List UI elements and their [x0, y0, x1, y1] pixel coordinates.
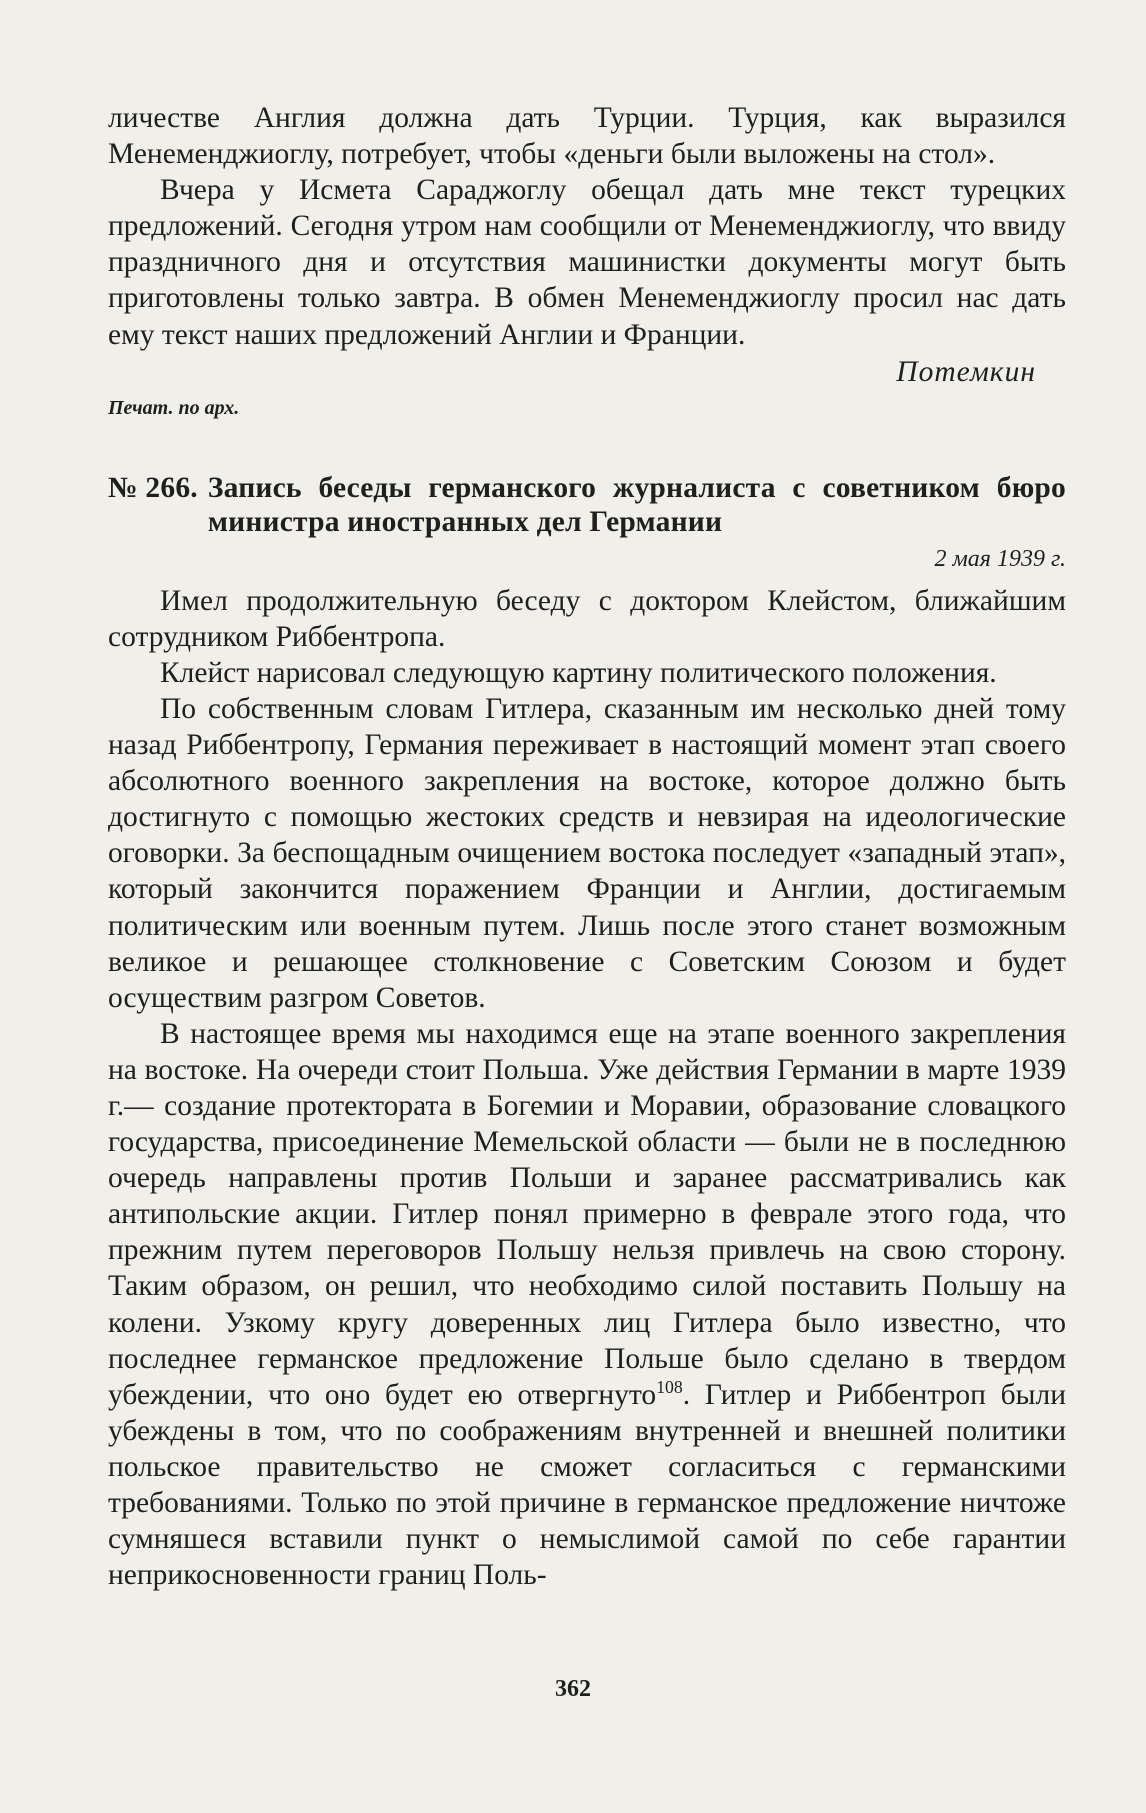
body-paragraph-3: По собственным словам Гитлера, сказанным им несколько дней тому назад Риббентропу, Германия переживает в настоящий момент этап своего абсолютного военного закрепления на востоке, которое должно быть достигнуто с помощью жестоких средств и невзирая на идеологические оговорки. За беспощадным очищением востока последует «западный этап», который закончится поражением Франции и Англии, достигаемым политическим или военным путем. Лишь после этого станет возможным великое и решающее столкновение с Советским Союзом и будет осуществим разгром Советов. — [108, 692, 1066, 1014]
opening-paragraph-2: Вчера у Исмета Сараджоглу обещал дать мне текст турецких предложений. Сегодня утром нам сообщили от Менеменджиоглу, что ввиду праздничного дня и отсутствия машинистки документы могут быть приготовлены только завтра. В обмен Менеменджиоглу просил нас дать ему текст наших предложений Англии и Франции. — [108, 174, 1066, 351]
document-number: № 266. — [108, 471, 198, 504]
opening-paragraph-1: личестве Англия должна дать Турции. Турция, как выразился Менеменджиоглу, потребует, чтобы «деньги были выложены на стол». — [108, 102, 1066, 171]
signature: Потемкин — [896, 355, 1036, 388]
document-heading — [108, 471, 1066, 539]
document-title: Запись беседы германского журналиста с советником бюро министра иностранных дел Германии — [207, 471, 1066, 538]
body-paragraph-1: Имел продолжительную беседу с доктором Клейстом, ближайшим сотрудником Риббентропа. — [108, 584, 1066, 653]
page-number: 362 — [555, 1676, 591, 1702]
body-paragraph-4-part-1: В настоящее время мы находимся еще на этапе военного закрепления на востоке. На очереди стоит Польша. Уже действия Германии в марте 1939 г.— создание протектората в Богемии и Моравии, образование словацкого государства, присоединение Мемельской области — были не в последнюю очередь направлены против Польши и заранее рассматривались как антипольские акции. Гитлер понял примерно в феврале этого года, что прежним путем переговоров Польшу нельзя привлечь на свою сторону. Таким образом, он решил, что необходимо силой поставить Польшу на колени. Узкому кругу доверенных лиц Гитлера было известно, что последнее германское предложение Польше было сделано в твердом убеждении, что оно будет ею отвергнуто — [108, 1017, 1066, 1411]
document-date: 2 мая 1939 г. — [934, 545, 1066, 572]
body-paragraph-4-part-2: . Гитлер и Риббентроп были убеждены в том, что по соображениям внутренней и внешней политики польское правительство не сможет согласиться с германскими требованиями. Только по этой причине в германское предложение ничтоже сумняшеся вставили пункт о немыслимой самой по себе гарантии неприкосновенности границ Поль- — [108, 1378, 1066, 1592]
body-paragraph-4 — [108, 1016, 1066, 1594]
footnote-reference: 108 — [656, 1376, 683, 1397]
source-note: Печат. по арх. — [108, 396, 240, 419]
page-content — [108, 100, 1066, 1593]
body-paragraph-2: Клейст нарисовал следующую картину политического положения. — [160, 656, 997, 689]
